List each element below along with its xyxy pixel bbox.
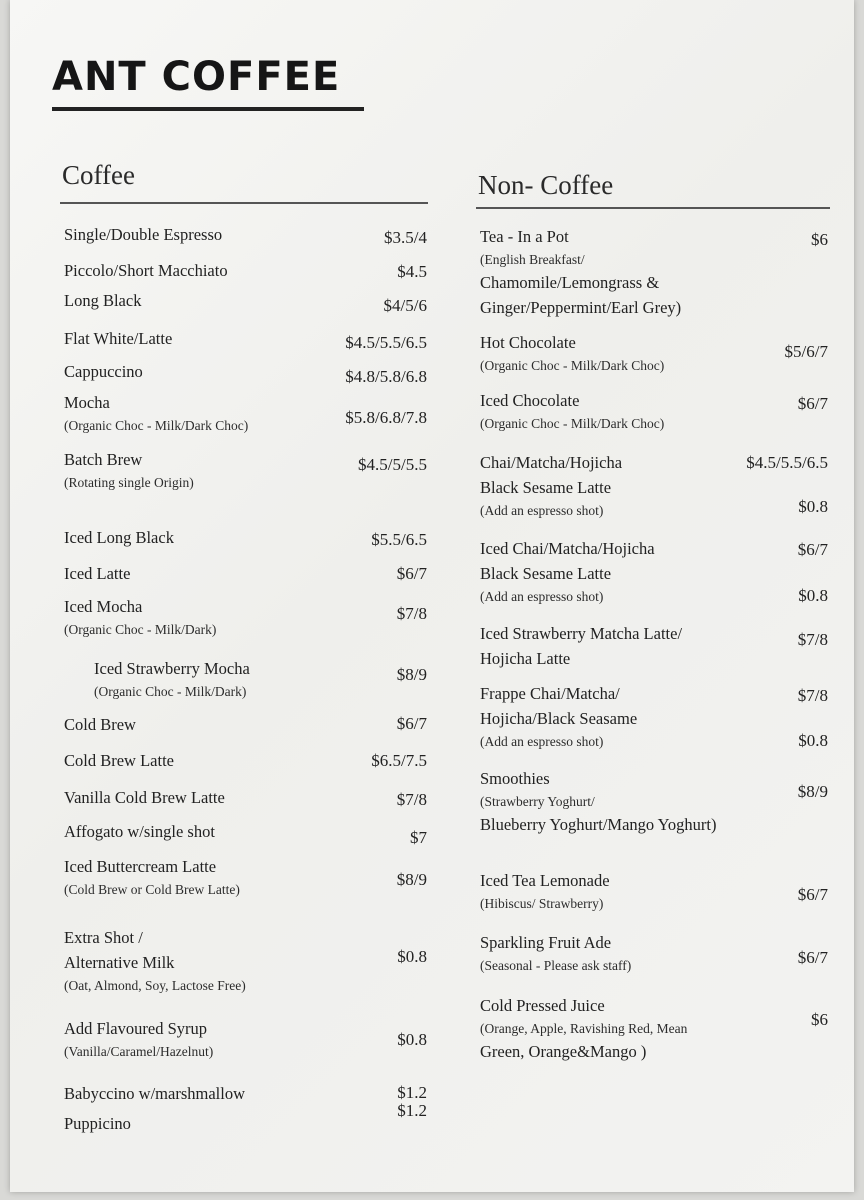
non-coffee-section-title: Non- Coffee xyxy=(478,170,614,200)
item-price: $4/5/6 xyxy=(383,296,427,315)
item-price: $7/8 xyxy=(396,790,427,809)
coffee-menu-item xyxy=(64,819,215,844)
coffee-menu-item xyxy=(64,748,174,773)
item-name: Frappe Chai/Matcha/ xyxy=(480,684,620,703)
item-name: Iced Chai/Matcha/Hojicha xyxy=(480,539,655,558)
item-price: $6/7 xyxy=(797,394,828,413)
non-coffee-menu-item xyxy=(480,330,664,376)
item-detail: Blueberry Yoghurt/Mango Yoghurt) xyxy=(480,815,717,834)
item-detail: (Organic Choc - Milk/Dark) xyxy=(64,622,217,637)
item-price: $5/6/7 xyxy=(784,342,828,361)
item-detail: (Oat, Almond, Soy, Lactose Free) xyxy=(64,978,246,993)
item-detail: Green, Orange&Mango ) xyxy=(480,1042,647,1061)
addon-price: $0.8 xyxy=(798,731,828,750)
item-detail: (Add an espresso shot) xyxy=(480,589,604,604)
addon-price: $0.8 xyxy=(798,497,828,516)
item-name: Cappuccino xyxy=(64,362,143,381)
non-coffee-menu-item xyxy=(480,681,637,752)
non-coffee-menu-item xyxy=(480,224,681,320)
coffee-section-title: Coffee xyxy=(62,160,135,190)
item-name: Iced Strawberry Matcha Latte/ xyxy=(480,624,683,643)
coffee-menu-item xyxy=(64,925,246,996)
item-detail: (Seasonal - Please ask staff) xyxy=(480,958,632,973)
item-name: Smoothies xyxy=(480,769,550,788)
item-name: Chai/Matcha/Hojicha xyxy=(480,453,623,472)
item-detail: (Add an espresso shot) xyxy=(480,503,604,518)
item-price: $6/7 xyxy=(797,540,828,559)
item-detail: (Strawberry Yoghurt/ xyxy=(480,794,595,809)
coffee-menu-item xyxy=(64,785,225,810)
coffee-menu-item xyxy=(64,326,172,351)
item-name: Single/Double Espresso xyxy=(64,225,223,244)
brand-underline xyxy=(52,107,364,111)
item-name: Iced Strawberry Mocha xyxy=(94,659,250,678)
item-name: Hot Chocolate xyxy=(480,333,576,352)
item-name: Mocha xyxy=(64,393,110,412)
coffee-menu-item xyxy=(64,561,130,586)
coffee-menu-item xyxy=(94,656,250,702)
brand-title: ANT COFFEE xyxy=(52,54,341,100)
coffee-menu-item xyxy=(64,447,194,493)
item-detail: (Organic Choc - Milk/Dark) xyxy=(94,684,247,699)
coffee-menu-item xyxy=(64,1081,245,1106)
item-name: Long Black xyxy=(64,291,142,310)
coffee-menu-item xyxy=(64,712,136,737)
item-price: $0.8 xyxy=(397,947,427,966)
non-coffee-menu-item xyxy=(480,536,655,607)
item-name: Cold Pressed Juice xyxy=(480,996,605,1015)
item-name: Extra Shot / xyxy=(64,928,143,947)
item-price: $7/8 xyxy=(797,630,828,649)
item-name: Piccolo/Short Macchiato xyxy=(64,261,228,280)
item-name: Iced Buttercream Latte xyxy=(64,857,217,876)
item-price: $1.2 xyxy=(397,1101,427,1120)
coffee-menu-item xyxy=(64,525,174,550)
item-detail: Hojicha/Black Seasame xyxy=(480,709,638,728)
item-price: $6/7 xyxy=(797,885,828,904)
item-detail: (Organic Choc - Milk/Dark Choc) xyxy=(480,416,665,431)
item-name: Flat White/Latte xyxy=(64,329,173,348)
item-name: Sparkling Fruit Ade xyxy=(480,933,612,952)
item-price: $5.5/6.5 xyxy=(371,530,427,549)
item-name: Puppicino xyxy=(64,1114,131,1133)
item-detail: (Organic Choc - Milk/Dark Choc) xyxy=(64,418,249,433)
coffee-menu-item xyxy=(64,288,141,313)
item-name: Iced Latte xyxy=(64,564,131,583)
item-price: $4.5/5.5/6.5 xyxy=(746,453,828,472)
item-detail: (Add an espresso shot) xyxy=(480,734,604,749)
item-detail: (Hibiscus/ Strawberry) xyxy=(480,896,604,911)
item-price: $6/7 xyxy=(797,948,828,967)
item-detail: (Rotating single Origin) xyxy=(64,475,194,490)
non-coffee-menu-item xyxy=(480,868,610,914)
item-detail: (Orange, Apple, Ravishing Red, Mean xyxy=(480,1021,688,1036)
coffee-menu-item xyxy=(64,854,240,900)
item-detail: Alternative Milk xyxy=(64,953,175,972)
coffee-menu-item xyxy=(64,594,216,640)
item-name: Babyccino w/marshmallow xyxy=(64,1084,246,1103)
item-name: Iced Tea Lemonade xyxy=(480,871,610,890)
item-price: $6 xyxy=(811,1010,828,1029)
item-detail: Chamomile/Lemongrass & xyxy=(480,273,660,292)
item-name: Cold Brew xyxy=(64,715,136,734)
item-detail: Black Sesame Latte xyxy=(480,564,612,583)
non-coffee-menu-item xyxy=(480,388,664,434)
item-detail: Ginger/Peppermint/Earl Grey) xyxy=(480,298,682,317)
item-detail: (Cold Brew or Cold Brew Latte) xyxy=(64,882,240,897)
item-name: Cold Brew Latte xyxy=(64,751,174,770)
coffee-menu-item xyxy=(64,1016,213,1062)
item-name: Iced Mocha xyxy=(64,597,143,616)
item-name: Affogato w/single shot xyxy=(64,822,215,841)
item-name: Iced Long Black xyxy=(64,528,174,547)
item-price: $3.5/4 xyxy=(384,228,427,247)
addon-price: $0.8 xyxy=(798,586,828,605)
coffee-menu-item xyxy=(64,222,222,247)
coffee-menu-item xyxy=(64,1111,131,1136)
item-name: Add Flavoured Syrup xyxy=(64,1019,207,1038)
coffee-menu-item xyxy=(64,359,143,384)
item-detail: (Organic Choc - Milk/Dark Choc) xyxy=(480,358,665,373)
non-coffee-menu-item xyxy=(480,450,622,521)
item-price: $5.8/6.8/7.8 xyxy=(345,408,427,427)
item-name: Tea - In a Pot xyxy=(480,227,569,246)
non-coffee-section-rule xyxy=(476,207,830,209)
item-detail: (Vanilla/Caramel/Hazelnut) xyxy=(64,1044,214,1059)
non-coffee-menu-item xyxy=(480,930,631,976)
item-price: $4.5/5.5/6.5 xyxy=(345,333,427,352)
item-price: $4.8/5.8/6.8 xyxy=(345,367,427,386)
item-price: $7 xyxy=(410,828,427,847)
item-detail: (English Breakfast/ xyxy=(480,252,585,267)
item-name: Vanilla Cold Brew Latte xyxy=(64,788,225,807)
item-price: $1.2 xyxy=(397,1083,427,1102)
item-name: Batch Brew xyxy=(64,450,143,469)
coffee-section-rule xyxy=(60,202,428,204)
item-detail: Hojicha Latte xyxy=(480,649,571,668)
non-coffee-menu-item xyxy=(480,766,717,837)
item-price: $0.8 xyxy=(397,1030,427,1049)
item-price: $6/7 xyxy=(396,564,427,583)
item-price: $6 xyxy=(811,230,828,249)
coffee-menu-item xyxy=(64,390,248,436)
item-price: $4.5 xyxy=(397,262,427,281)
item-price: $6/7 xyxy=(396,714,427,733)
item-price: $6.5/7.5 xyxy=(371,751,427,770)
item-price: $7/8 xyxy=(797,686,828,705)
item-detail: Black Sesame Latte xyxy=(480,478,612,497)
coffee-menu-item xyxy=(64,258,228,283)
item-price: $7/8 xyxy=(396,604,427,623)
non-coffee-menu-item xyxy=(480,621,682,671)
item-price: $4.5/5/5.5 xyxy=(358,455,427,474)
item-price: $8/9 xyxy=(797,782,828,801)
item-name: Iced Chocolate xyxy=(480,391,580,410)
item-price: $8/9 xyxy=(396,870,427,889)
item-price: $8/9 xyxy=(396,665,427,684)
non-coffee-menu-item xyxy=(480,993,687,1064)
